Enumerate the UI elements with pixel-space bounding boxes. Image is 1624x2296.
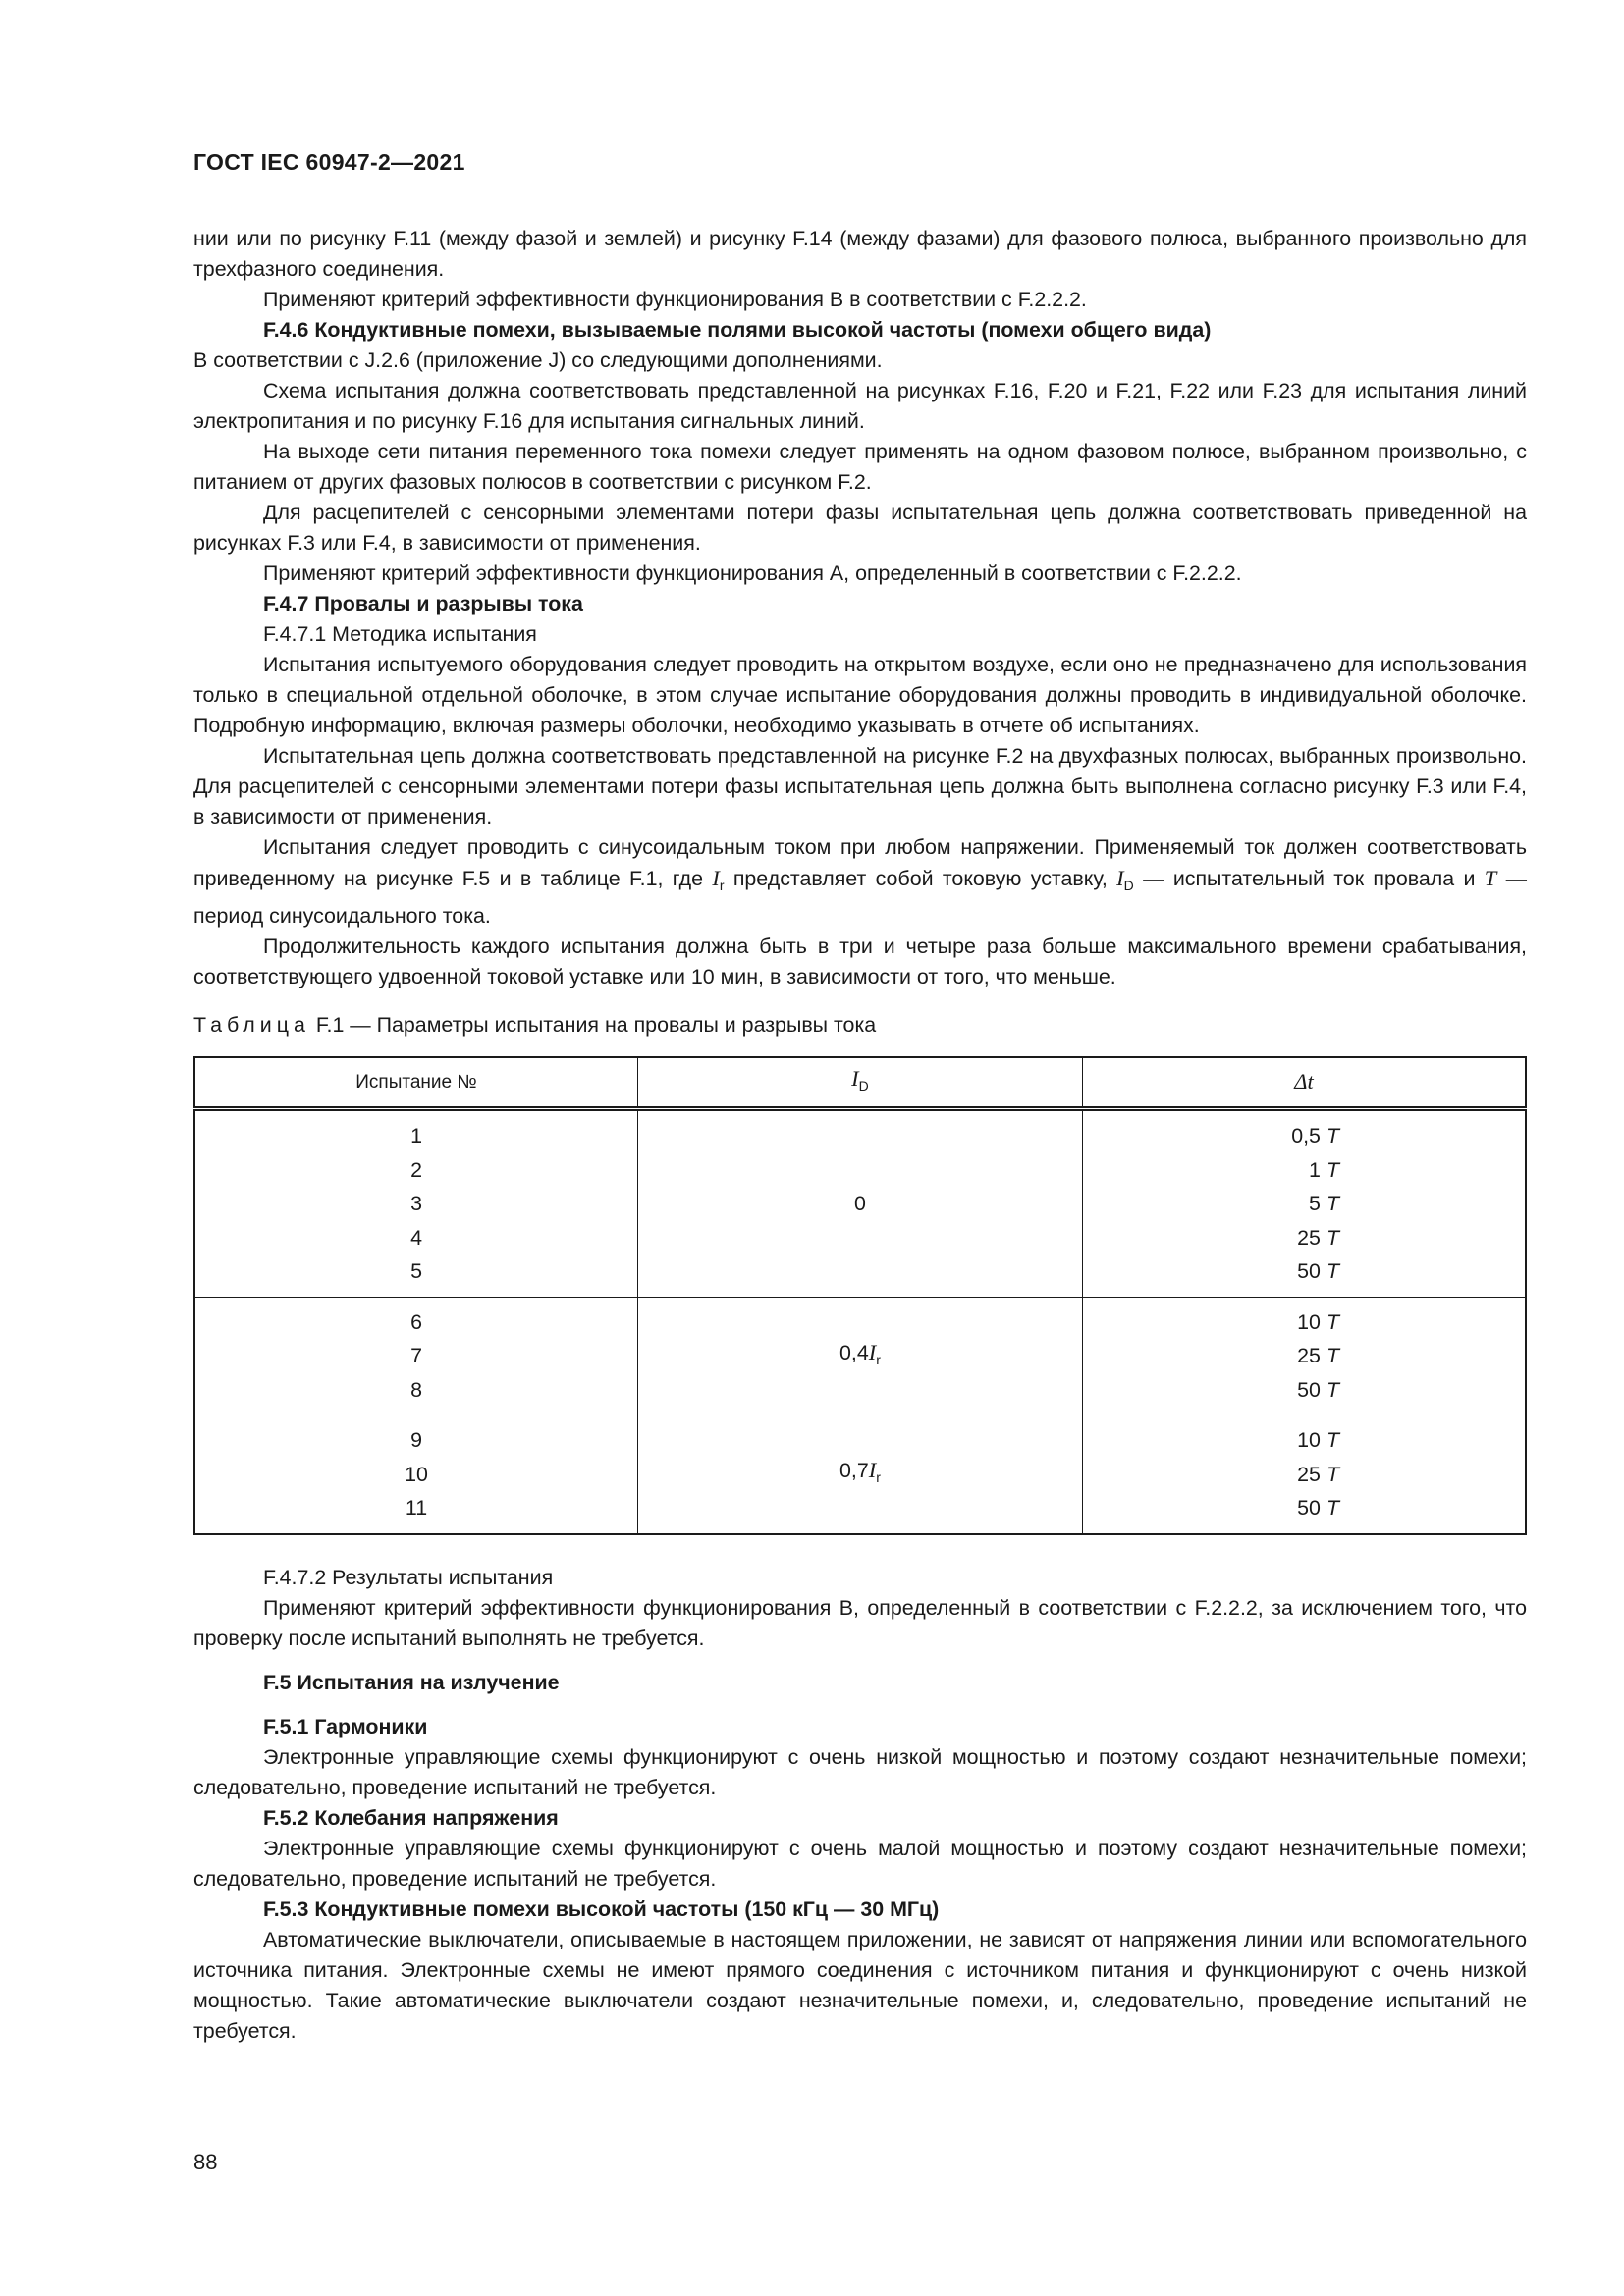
- test-number: 7: [410, 1344, 422, 1367]
- paragraph: F.4.7.2 Результаты испытания: [263, 1565, 554, 1589]
- delta-t-cell: [1082, 1415, 1526, 1534]
- bottom-paragraphs: [193, 1563, 1527, 2047]
- paragraph: Схема испытания должна соответствовать представленной на рисунках F.16, F.20 и F.21, F.22 или F.23 для испытания линий электропитания и по рисунку F.16 для испытания сигнальных линий.: [193, 379, 1527, 433]
- delta-t-value: 10 T: [1297, 1428, 1340, 1452]
- table-row: [194, 1297, 1526, 1415]
- paragraph: Применяют критерий эффективности функционирования B, определенный в соответствии с F.2.2.2, за исключением того, что проверку после испытаний выполнять не требуется.: [193, 1595, 1527, 1650]
- paragraph: Применяют критерий эффективности функционирования B в соответствии с F.2.2.2.: [263, 288, 1087, 311]
- table-row: [194, 1415, 1526, 1534]
- delta-t-value: 5 T: [1309, 1192, 1340, 1215]
- delta-t-value: 25 T: [1297, 1344, 1340, 1367]
- paragraph: В соответствии с J.2.6 (приложение J) со следующими дополнениями.: [193, 348, 883, 372]
- delta-t-cell: [1082, 1109, 1526, 1298]
- paragraph: F.4.7.1 Методика испытания: [263, 622, 537, 646]
- test-number: 8: [410, 1377, 422, 1402]
- delta-t-cell: [1082, 1297, 1526, 1415]
- page-content: [193, 224, 1527, 2047]
- header-delta-t: Δt: [1082, 1057, 1526, 1109]
- paragraph-test-duration: Продолжительность каждого испытания должна быть в три и четыре раза больше максимального времени срабатывания, соответствующего удвоенной токовой уставке или 10 мин, в зависимости от того, что меньше.: [193, 934, 1527, 988]
- id-value-cell: $0,7I_r$: [638, 1415, 1083, 1534]
- paragraph: Электронные управляющие схемы функционируют с очень низкой мощностью и поэтому создают незначительные помехи; следовательно, проведение испытаний не требуется.: [193, 1744, 1527, 1799]
- test-number: 9: [410, 1428, 422, 1452]
- test-number: 11: [405, 1496, 428, 1520]
- delta-t-value: 10 T: [1297, 1309, 1340, 1334]
- paragraph: Применяют критерий эффективности функционирования A, определенный в соответствии с F.2.2.2.: [263, 561, 1242, 585]
- test-number: 3: [410, 1192, 422, 1215]
- test-numbers-cell: [194, 1415, 638, 1534]
- delta-t-value: 50 T: [1297, 1496, 1340, 1520]
- paragraph: Автоматические выключатели, описываемые в настоящем приложении, не зависят от напряжения линии или вспомогательного источника питания. Электронные схемы не имеют прямого соединения с источником питания и функционируют с очень низкой мощностью. Такие автоматические выключатели создают незначительные помехи, и, следовательно, проведение испытаний не требуется.: [193, 1927, 1527, 2043]
- page-number: 88: [193, 2150, 218, 2174]
- top-paragraphs: [193, 224, 1527, 832]
- delta-t-value: 0,5 T: [1291, 1124, 1340, 1148]
- section-heading: F.5.2 Колебания напряжения: [263, 1805, 559, 1830]
- id-value-cell: $0,4I_r$: [638, 1297, 1083, 1415]
- test-number: 6: [410, 1309, 422, 1334]
- test-number: 10: [405, 1462, 428, 1486]
- section-heading: F.5.1 Гармоники: [263, 1714, 428, 1738]
- delta-t-value: 25 T: [1297, 1225, 1340, 1250]
- id-value-cell: 0: [638, 1109, 1083, 1298]
- paragraph: Для расцепителей с сенсорными элементами потери фазы испытательная цепь должна соответствовать приведенной на рисунках F.3 или F.4, в зависимости от применения.: [193, 501, 1527, 555]
- header-test-number: Испытание №: [194, 1057, 638, 1109]
- test-number: 4: [410, 1225, 422, 1250]
- header-id: $I_D$: [638, 1057, 1083, 1109]
- test-numbers-cell: [194, 1297, 638, 1415]
- paragraph-test-current: Испытания следует проводить с синусоидальным током при любом напряжении. Применяемый ток должен соответствовать приведенному на рисунке F.5 и в таблице F.1, где $I_r$ представляет собой токовую уставку, $I_D$ — испытательный ток провала и T — период синусоидального тока.: [193, 835, 1527, 928]
- paragraph: нии или по рисунку F.11 (между фазой и землей) и рисунку F.14 (между фазами) для фазового полюса, выбранного произвольно для трехфазного соединения.: [193, 227, 1527, 281]
- dips-interruptions-table: [193, 1056, 1527, 1535]
- test-number: 5: [410, 1259, 422, 1283]
- test-number: 1: [410, 1124, 422, 1148]
- paragraph: Испытания испытуемого оборудования следует проводить на открытом воздухе, если оно не предназначено для использования только в специальной отдельной оболочке, в этом случае испытание оборудования должны проводить в индивидуальной оболочке. Подробную информацию, включая размеры оболочки, необходимо указывать в отчете об испытаниях.: [193, 653, 1527, 737]
- delta-t-value: 50 T: [1297, 1377, 1340, 1402]
- document-code-header: ГОСТ IEC 60947-2—2021: [193, 149, 465, 175]
- delta-t-value: 25 T: [1297, 1462, 1340, 1486]
- section-heading: F.5.3 Кондуктивные помехи высокой частоты (150 кГц — 30 МГц): [263, 1896, 940, 1921]
- table-caption: Таблица F.1 — Параметры испытания на провалы и разрывы тока: [193, 1013, 877, 1037]
- table-row: [194, 1109, 1526, 1298]
- delta-t-value: 1 T: [1309, 1157, 1340, 1182]
- delta-t-value: 50 T: [1297, 1259, 1340, 1283]
- section-heading: F.4.7 Провалы и разрывы тока: [263, 592, 583, 615]
- paragraph: Электронные управляющие схемы функционируют с очень малой мощностью и поэтому создают незначительные помехи; следовательно, проведение испытаний не требуется.: [193, 1836, 1527, 1891]
- paragraph: Испытательная цепь должна соответствовать представленной на рисунке F.2 на двухфазных полюсах, выбранных произвольно. Для расцепителей с сенсорными элементами потери фазы испытательная цепь должна быть выполнена согласно рисунку F.3 или F.4, в зависимости от применения.: [193, 744, 1527, 828]
- section-heading: F.5 Испытания на излучение: [263, 1670, 560, 1694]
- test-number: 2: [410, 1157, 422, 1182]
- test-numbers-cell: [194, 1109, 638, 1298]
- section-heading: F.4.6 Кондуктивные помехи, вызываемые полями высокой частоты (помехи общего вида): [263, 318, 1212, 342]
- paragraph: На выходе сети питания переменного тока помехи следует применять на одном фазовом полюсе, выбранном произвольно, с питанием от других фазовых полюсов в соответствии с рисунком F.2.: [193, 440, 1527, 494]
